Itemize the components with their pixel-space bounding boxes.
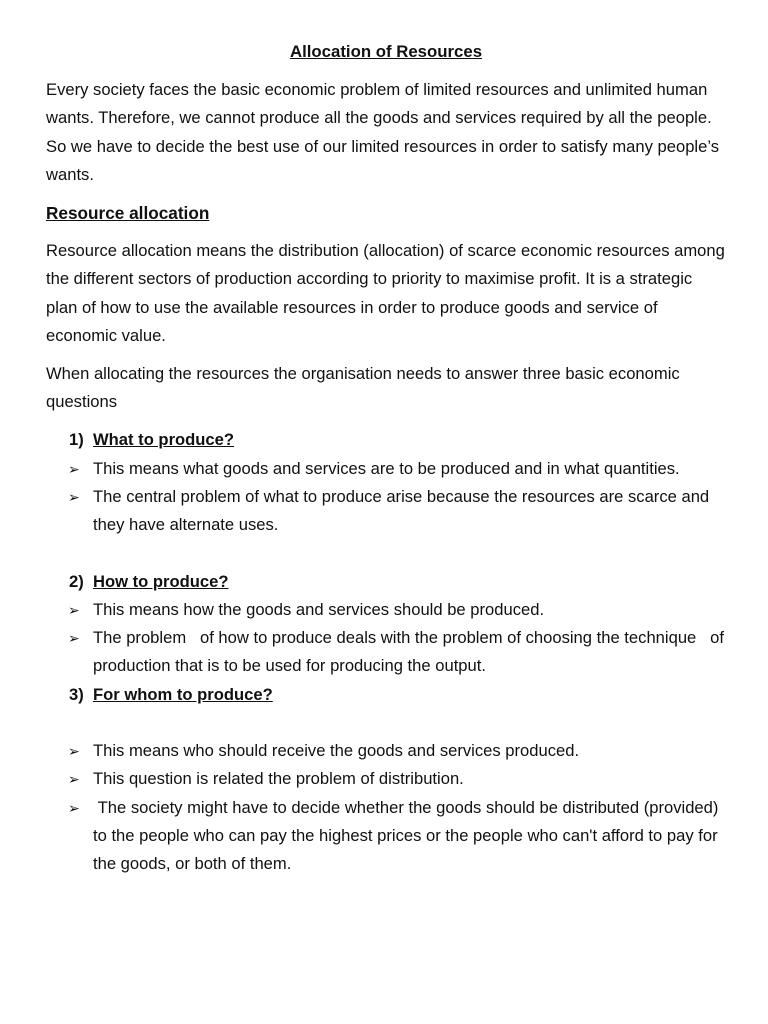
question-heading <box>46 426 726 454</box>
list-item-text: This means who should receive the goods and services produced. <box>93 741 580 761</box>
spacer <box>46 539 726 568</box>
list-item <box>46 624 729 680</box>
question-heading <box>46 568 726 596</box>
arrow-bullet-icon: ➢ <box>68 460 80 477</box>
list-item-text: The society might have to decide whether the goods should be distributed (provided) to the people who can pay the highest prices or the people who can't afford to pay for the goods, or both of them. <box>93 797 724 874</box>
list-item <box>46 794 726 879</box>
section-heading: Resource allocation <box>46 203 210 224</box>
list-item <box>46 737 726 765</box>
page-title: Allocation of Resources <box>289 42 483 61</box>
list-item <box>46 455 726 483</box>
arrow-bullet-icon: ➢ <box>68 799 80 816</box>
question-label: For whom to produce? <box>93 684 273 704</box>
question-number: 3) <box>69 684 84 704</box>
question-block-2 <box>46 568 729 681</box>
intro-paragraph: Every society faces the basic economic problem of limited resources and unlimited human wants. Therefore, we cannot produce all the goods and services required by all the people. So we have to decide the best use of our limited resources in order to satisfy many people’s wants. <box>46 80 720 184</box>
arrow-bullet-icon: ➢ <box>68 488 80 505</box>
list-item <box>46 765 726 793</box>
list-item-text: This question is related the problem of distribution. <box>93 769 464 789</box>
questions-intro-paragraph: When allocating the resources the organisation needs to answer three basic economic questions <box>46 364 680 412</box>
question-label: What to produce? <box>93 430 235 450</box>
list-item <box>46 483 726 539</box>
arrow-bullet-icon: ➢ <box>68 743 80 760</box>
question-number: 2) <box>69 571 84 591</box>
question-heading <box>46 681 726 709</box>
list-item-text: The problem of how to produce deals with the problem of choosing the technique of production that is to be used for producing the output. <box>93 628 729 676</box>
list-item <box>46 596 726 624</box>
list-item-text: This means what goods and services are to be produced and in what quantities. <box>93 458 680 478</box>
spacer <box>46 709 726 738</box>
question-block-1 <box>46 426 726 539</box>
arrow-bullet-icon: ➢ <box>68 630 80 647</box>
document-page <box>46 38 729 878</box>
question-label: How to produce? <box>93 571 229 591</box>
question-block-3 <box>46 681 726 879</box>
arrow-bullet-icon: ➢ <box>68 771 80 788</box>
question-number: 1) <box>69 430 84 450</box>
arrow-bullet-icon: ➢ <box>68 601 80 618</box>
list-item-text: The central problem of what to produce arise because the resources are scarce and they have alternate uses. <box>93 486 714 535</box>
list-item-text: This means how the goods and services should be produced. <box>93 599 545 619</box>
definition-paragraph: Resource allocation means the distribution (allocation) of scarce economic resources among the different sectors of production according to priority to maximise profit. It is a strategic plan of how to use the available resources in order to produce goods and service of economic value. <box>46 241 725 345</box>
